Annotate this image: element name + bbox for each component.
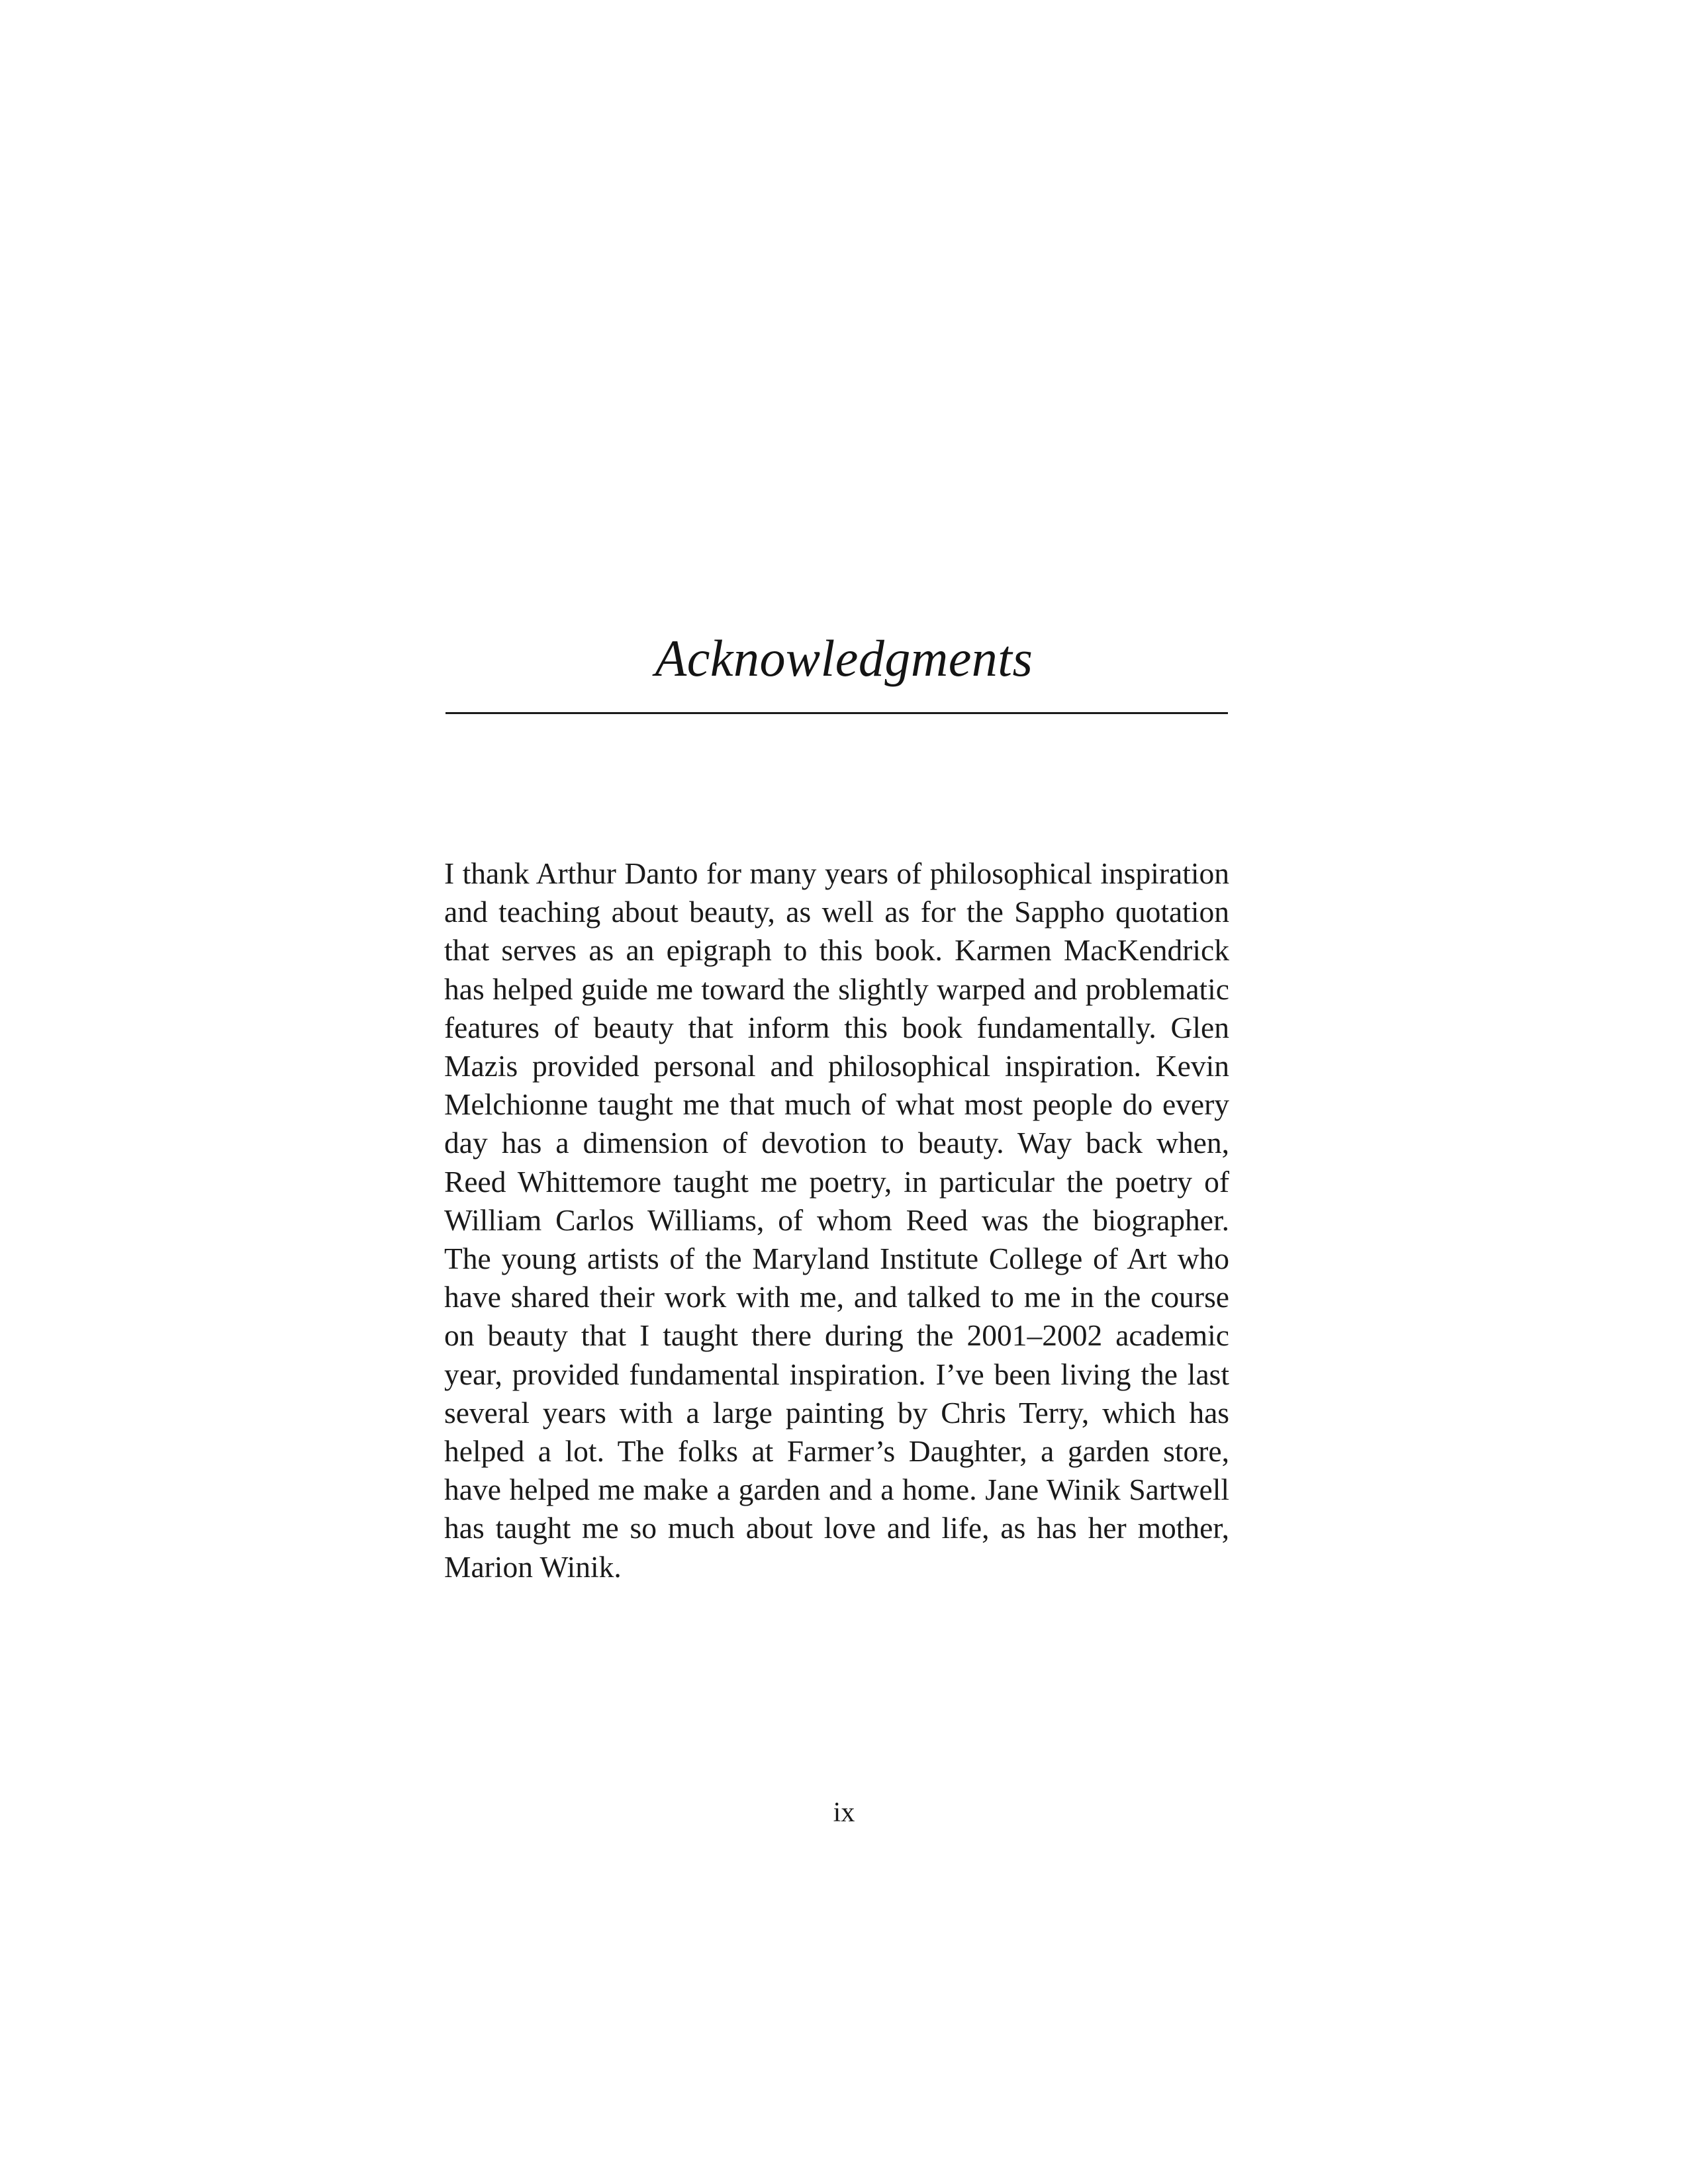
acknowledgments-paragraph: I thank Arthur Danto for many years of philosophical inspiration and teaching about beauty, as well as for the Sappho quotation that serves as an epigraph to this book. Karmen MacKendrick has helped guide me toward the slightly warped and problematic features of beauty that inform this book fundamentally. Glen Mazis provided personal and philosophical inspiration. Kevin Melchionne taught me that much of what most people do every day has a dimension of devotion to beauty. Way back when, Reed Whittemore taught me poetry, in particular the poetry of William Carlos Williams, of whom Reed was the biographer. The young artists of the Maryland Institute College of Art who have shared their work with me, and talked to me in the course on beauty that I taught there during the 2001–2002 academic year, provided fundamental inspiration. I’ve been living the last several years with a large painting by Chris Terry, which has helped a lot. The folks at Farmer’s Daughter, a garden store, have helped me make a garden and a home. Jane Winik Sartwell has taught me so much about love and life, as has her mother, Marion Winik. [444,856,1229,1584]
page-number: ix [833,1797,855,1828]
page-title: Acknowledgments [655,629,1033,687]
title-rule [445,712,1228,714]
